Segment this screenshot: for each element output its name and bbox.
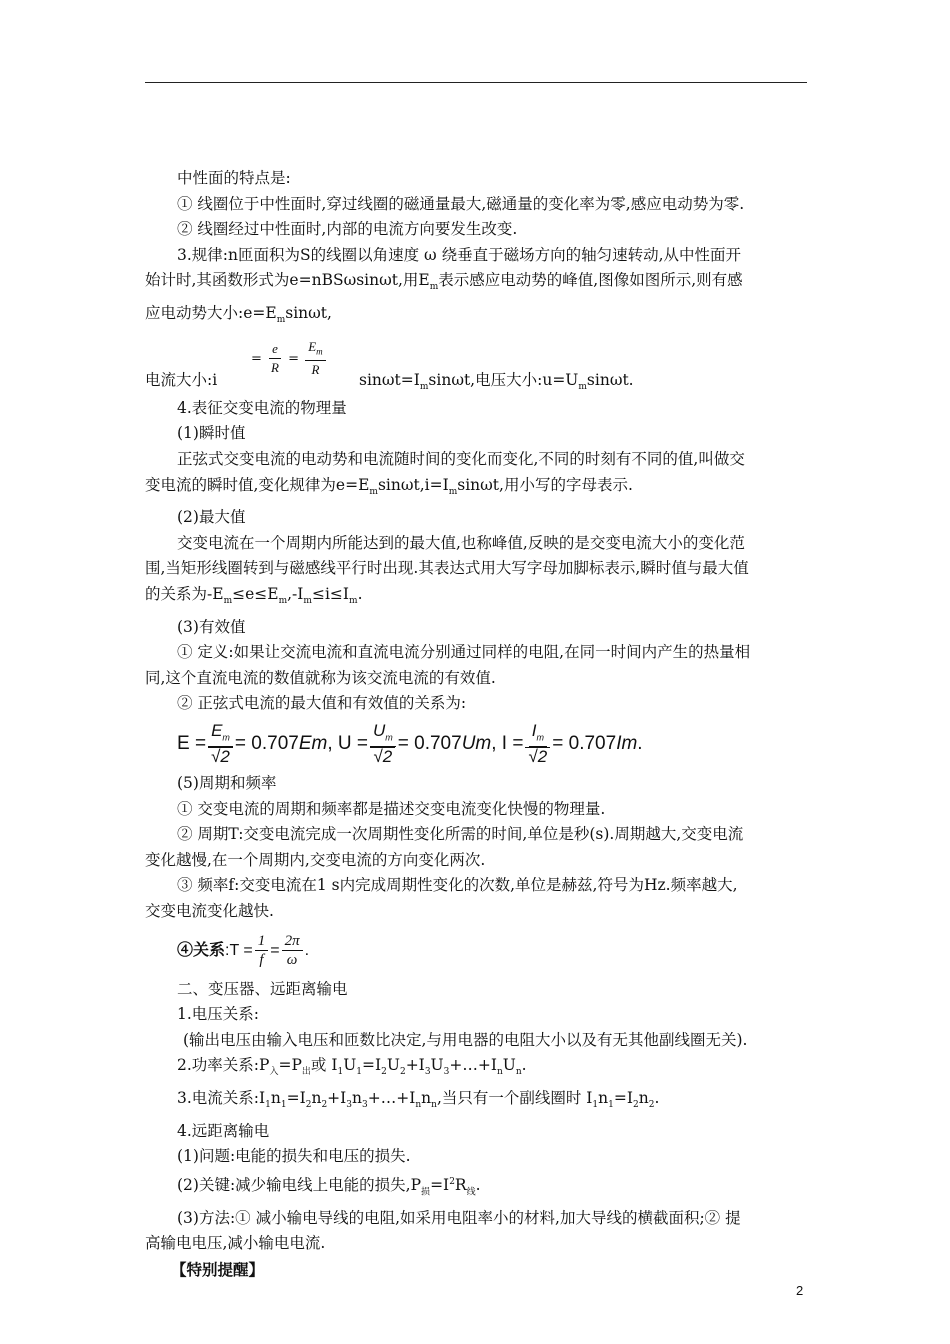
text-line: 正弦式交变电流的电动势和电流随时间的变化而变化,不同的时刻有不同的值,叫做交 [177,449,745,468]
text-line: 4.远距离输电 [177,1121,270,1140]
effective-value-formula: E = $\frac{E_m}{√2}$ = 0.707 Em , U = $\frac{U_m}{√2}$ = 0.707 Um , I = $\frac{I_m}{√2}$ = 0.707 Im . [177,720,643,767]
text-line: ② 正弦式电流的最大值和有效值的关系为: [177,694,467,713]
period-frequency-formula: ④关系 :T = $\frac{1}{f}$ = $\frac{2\pi}{\omega}$ . [177,933,310,969]
text-line: 变化越慢,在一个周期内,交变电流的方向变化两次. [145,850,486,869]
fraction-e-over-r: $\frac{e}{R}$ [271,341,279,376]
text-line: ② 周期T:交变电流完成一次周期性变化所需的时间,单位是秒(s).周期越大,交变电流 [177,825,744,844]
text-line: (3)有效值 [177,617,246,636]
fraction-em-over-r: $\frac{E_m}{R}$ [305,338,325,380]
header-rule [145,82,807,83]
text-line: 同,这个直流电流的数值就称为该交流电流的有效值. [145,668,496,687]
text-line: 中性面的特点是: [177,169,291,187]
text-line: (1)瞬时值 [177,424,246,443]
text-line: ③ 频率f:交变电流在1 s内完成周期性变化的次数,单位是赫兹,符号为Hz.频率越大, [177,876,738,895]
fraction-block: = $\frac{e}{R}$ = $\frac{E_m}{R}$ [251,338,328,380]
text-line: 3.规律:n匝面积为S的线圈以角速度 ω 绕垂直于磁场方向的轴匀速转动,从中性面开 [177,245,742,264]
text-line: 变电流的瞬时值,变化规律为$e=E_m\sin\omega t,i=I_m\sin\omega t$,用小写的字母表示. [145,475,633,497]
text-line: 2.功率关系$:P_入=P_出$或 $I_1U_1=I_2U_2+I_3U_3+\dots+I_nU_n$. [177,1056,527,1078]
text-line: 围,当矩形线圈转到与磁感线平行时出现.其表达式用大写字母加脚标表示,瞬时值与最大值 [145,559,749,578]
text-line: 高输电电压,减小输电电流. [145,1234,326,1253]
text-line: (1)问题:电能的损失和电压的损失. [177,1147,411,1166]
text-line: 应电动势大小$:e=E_m\sin\omega t$, [145,304,332,326]
text-line: 1.电压关系: [177,1005,260,1024]
text-line: (3)方法:① 减小输电导线的电阻,如采用电阻率小的材料,加大导线的横截面积;② 提 [177,1208,741,1227]
text-line: ① 交变电流的周期和频率都是描述交变电流变化快慢的物理量. [177,799,606,818]
text-line: (输出电压由输入电压和匝数比决定,与用电器的电阻大小以及有无其他副线圈无关). [183,1030,748,1049]
special-note-heading: 【特别提醒】 [171,1260,265,1279]
text-line: ① 定义:如果让交流电流和直流电流分别通过同样的电阻,在同一时间内产生的热量相 [177,643,751,662]
text-line: ① 线圈位于中性面时,穿过线圈的磁通量最大,磁通量的变化率为零,感应电动势为零. [177,194,745,213]
text-line: 交变电流在一个周期内所能达到的最大值,也称峰值,反映的是交变电流大小的变化范 [177,533,745,552]
page-number: 2 [796,1283,804,1298]
text-line: 始计时,其函数形式为e=nBSωsinωt,用$E_m$表示感应电动势的峰值,图像如图所示,则有感 [145,271,743,293]
text-line: 4.表征交变电流的物理量 [177,398,347,417]
document-body [145,166,810,1283]
text-line: 3.电流关系$:I_1n_1=I_2n_2+I_3n_3+\dots+I_nn_n$,当只有一个副线圈时 $I_1n_1=I_2n_2$. [177,1089,660,1111]
text-line: (2)最大值 [177,508,246,527]
text-line: (5)周期和频率 [177,774,277,793]
text-line: 的关系为$-E_m\le e\le E_m,-I_m\le i\le I_m$. [145,585,363,607]
text-line: ② 线圈经过中性面时,内部的电流方向要发生改变. [177,220,518,239]
current-formula-line: 电流大小:i = $\frac{e}{R}$ = $\frac{E_m}{R}$ $\sin\omega t=I_m\sin\omega t$,电压大小$:u=U_m\sin\omega t$. [145,338,634,392]
section-heading: 二、变压器、远距离输电 [177,979,348,998]
text-line: (2)关键:减少输电线上电能的损失$,P_损=I^2R_线$. [177,1176,481,1198]
text-line: 交变电流变化越快. [145,902,274,921]
